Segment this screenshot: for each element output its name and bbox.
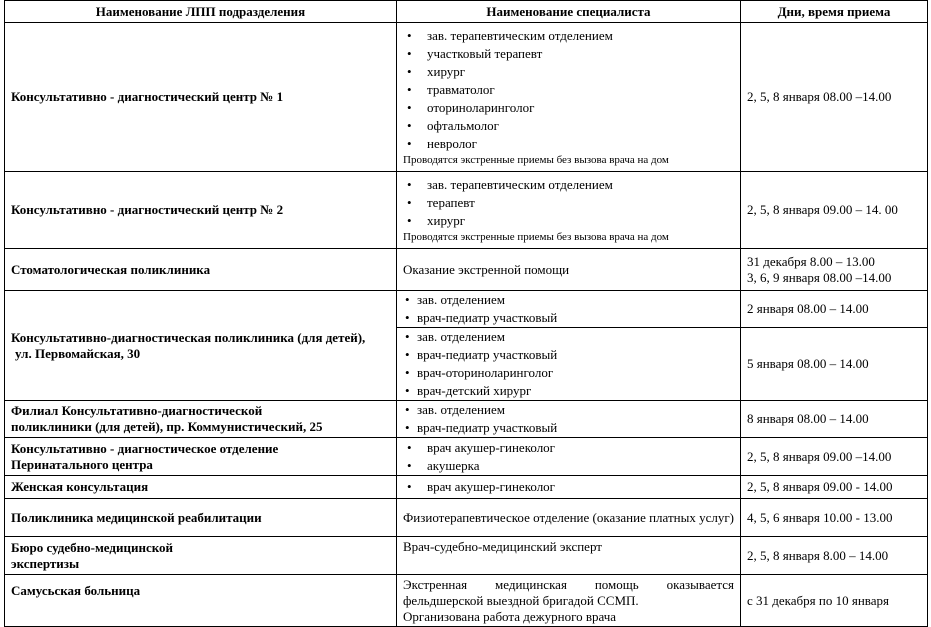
schedule-line: 31 декабря 8.00 – 13.00	[747, 253, 875, 269]
unit-name	[5, 537, 397, 575]
list-item: • травматолог	[403, 81, 734, 99]
note-text: Проводятся экстренные приемы без вызова врача на дом	[403, 153, 669, 166]
list-item: • терапевт	[403, 194, 734, 212]
specialist-list	[403, 439, 734, 475]
unit-name	[5, 291, 397, 401]
specialist-list	[403, 478, 734, 496]
schedule-cell: с 31 декабря по 10 января	[741, 575, 928, 627]
specialist-cell	[397, 476, 741, 499]
service-text-line: Экстренная медицинская помощь оказывается фельдшерской выездной бригадой ССМП.	[403, 576, 734, 608]
specialist-list	[403, 328, 734, 400]
schedule-cell: 5 января 08.00 – 14.00	[741, 328, 928, 401]
list-item: • врач-детский хирург	[403, 382, 734, 400]
specialist-cell	[397, 23, 741, 172]
service-text	[397, 575, 741, 627]
unit-name-line: Перинатального центра	[11, 456, 153, 472]
list-item: • офтальмолог	[403, 117, 734, 135]
list-item: • акушерка	[403, 457, 734, 475]
schedule-cell: 2 января 08.00 – 14.00	[741, 291, 928, 328]
table-row	[5, 172, 928, 249]
unit-name: Стоматологическая поликлиника	[5, 249, 397, 291]
list-item: • участковый терапевт	[403, 45, 734, 63]
header-schedule: Дни, время приема	[741, 1, 928, 23]
list-item: • врач-оториноларинголог	[403, 364, 734, 382]
specialist-list	[403, 176, 734, 230]
unit-name-line: Филиал Консультативно-диагностической	[11, 403, 263, 418]
service-text: Оказание экстренной помощи	[397, 249, 741, 291]
list-item: • зав. терапевтическим отделением	[403, 27, 734, 45]
table-row	[5, 537, 928, 575]
service-text: Физиотерапевтическое отделение (оказание платных услуг)	[397, 499, 741, 537]
specialist-list	[403, 401, 734, 437]
schedule-cell: 2, 5, 8 января 09.00 –14.00	[741, 438, 928, 476]
unit-name: Женская консультация	[5, 476, 397, 499]
schedule-cell: 2, 5, 8 января 09.00 - 14.00	[741, 476, 928, 499]
list-item: • врач акушер-гинеколог	[403, 478, 734, 496]
note-text: Проводятся экстренные приемы без вызова врача на дом	[403, 230, 669, 243]
schedule-cell: 4, 5, 6 января 10.00 - 13.00	[741, 499, 928, 537]
specialist-cell	[397, 172, 741, 249]
table-row	[5, 575, 928, 627]
unit-name: Поликлиника медицинской реабилитации	[5, 499, 397, 537]
table-row	[5, 401, 928, 438]
list-item: • зав. отделением	[403, 328, 734, 346]
list-item: • зав. терапевтическим отделением	[403, 176, 734, 194]
schedule-line: 3, 6, 9 января 08.00 –14.00	[747, 269, 892, 285]
list-item: • хирург	[403, 212, 734, 230]
specialist-cell	[397, 401, 741, 438]
unit-name-line: Бюро судебно-медицинской	[11, 539, 174, 555]
list-item: • невролог	[403, 135, 734, 153]
list-item: • зав. отделением	[403, 401, 734, 419]
unit-name	[5, 401, 397, 438]
specialist-cell	[397, 438, 741, 476]
header-row	[5, 1, 928, 23]
table-row	[5, 476, 928, 499]
specialist-cell	[397, 291, 741, 328]
table-row	[5, 249, 928, 291]
list-item: • хирург	[403, 63, 734, 81]
holiday-schedule-table	[4, 0, 928, 627]
specialist-list	[403, 291, 734, 327]
schedule-cell	[741, 249, 928, 291]
header-unit: Наименование ЛПП подразделения	[5, 1, 397, 23]
table-row	[5, 291, 928, 328]
service-text-line: Организована работа дежурного врача	[403, 608, 617, 624]
schedule-cell: 2, 5, 8 января 8.00 – 14.00	[741, 537, 928, 575]
list-item: • врач-педиатр участковый	[403, 309, 734, 327]
unit-name: Консультативно - диагностический центр № 1	[5, 23, 397, 172]
unit-name	[5, 438, 397, 476]
list-item: • зав. отделением	[403, 291, 734, 309]
list-item: • врач-педиатр участковый	[403, 419, 734, 437]
unit-name: Самусьская больница	[5, 575, 397, 627]
service-text: Врач-судебно-медицинский эксперт	[397, 537, 741, 575]
unit-name-line: Консультативно - диагностическое отделение	[11, 440, 279, 456]
unit-name-line: поликлиники (для детей), пр. Коммунистический, 25	[11, 419, 323, 434]
table-row	[5, 499, 928, 537]
list-item: • оториноларинголог	[403, 99, 734, 117]
unit-name-line: экспертизы	[11, 555, 80, 571]
table-row	[5, 23, 928, 172]
header-specialist: Наименование специалиста	[397, 1, 741, 23]
schedule-cell: 8 января 08.00 – 14.00	[741, 401, 928, 438]
unit-name-line: ул. Первомайская, 30	[15, 345, 141, 361]
schedule-cell: 2, 5, 8 января 09.00 – 14. 00	[741, 172, 928, 249]
list-item: • врач акушер-гинеколог	[403, 439, 734, 457]
specialist-cell	[397, 328, 741, 401]
unit-name: Консультативно - диагностический центр № 2	[5, 172, 397, 249]
list-item: • врач-педиатр участковый	[403, 346, 734, 364]
specialist-list	[403, 27, 734, 153]
unit-name-line: Консультативно-диагностическая поликлиника (для детей),	[11, 329, 366, 345]
schedule-cell: 2, 5, 8 января 08.00 –14.00	[741, 23, 928, 172]
table-row	[5, 438, 928, 476]
